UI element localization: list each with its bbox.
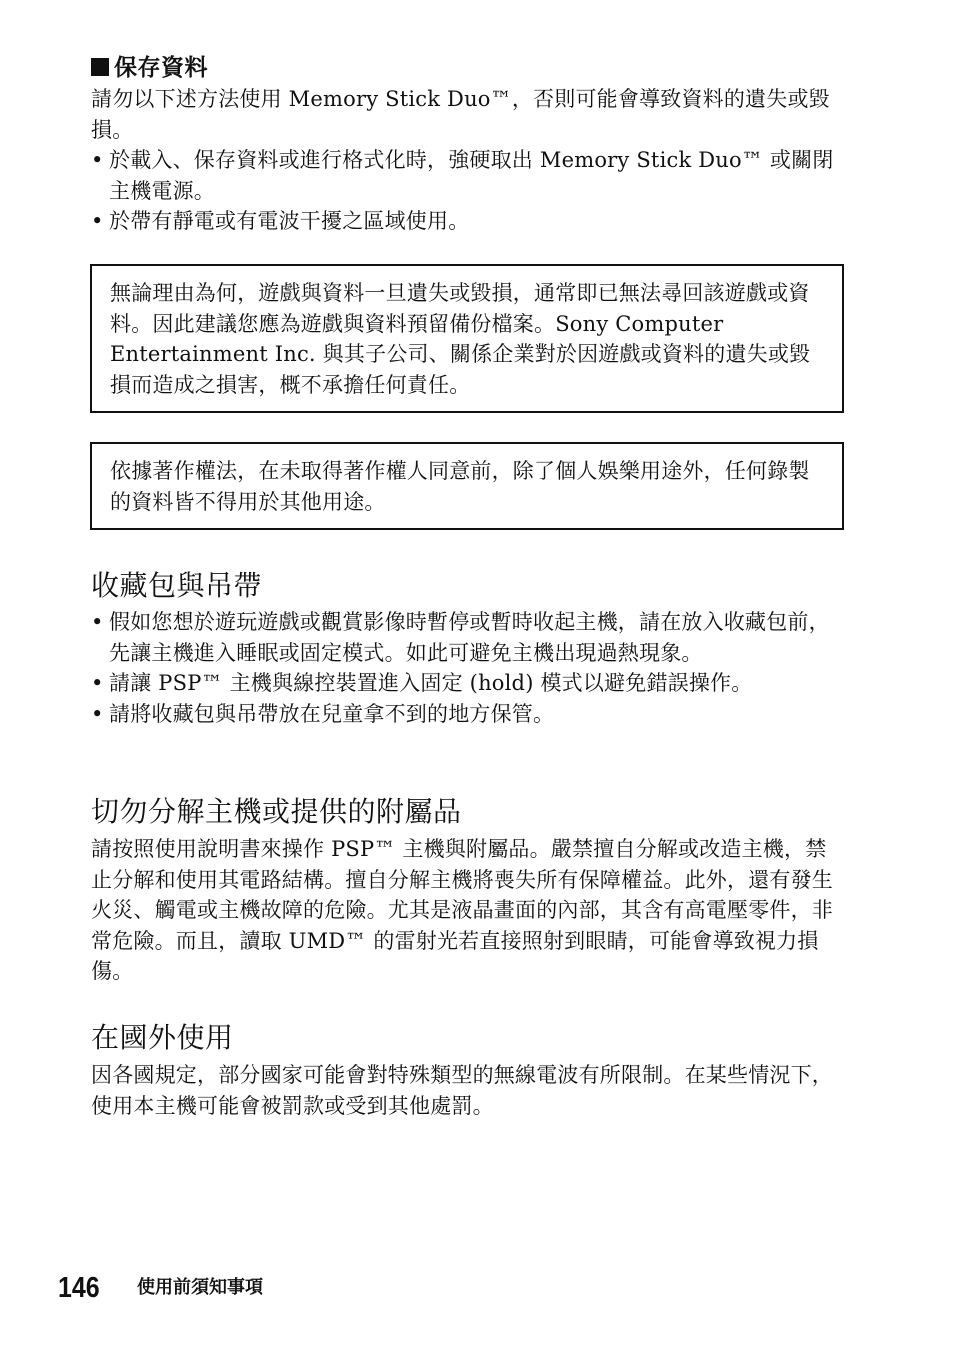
list-item: • 請讓 PSP™ 主機與線控裝置進入固定 (hold) 模式以避免錯誤操作。: [91, 668, 847, 699]
disassembly-text: 請按照使用說明書來操作 PSP™ 主機與附屬品。嚴禁擅自分解或改造主機，禁止分解和使用其電路結構。擅自分解主機將喪失所有保障權益。此外，還有發生火災、觸電或主機故障的危險。尤其是液晶畫面的內部，其含有高電壓零件，非常危險。而且，讀取 UMD™ 的雷射光若直接照射到眼睛，可能會導致視力損傷。: [91, 837, 833, 983]
abroad-text: 因各國規定，部分國家可能會對特殊類型的無線電波有所限制。在某些情況下，使用本主機可能會被罰款或受到其他處罰。: [91, 1063, 833, 1118]
list-item: • 於帶有靜電或有電波干擾之區域使用。: [91, 206, 847, 237]
copyright-notice-box: [90, 442, 844, 530]
list-item: • 於載入、保存資料或進行格式化時，強硬取出 Memory Stick Duo™ 或關閉主機電源。: [91, 145, 847, 206]
save-data-intro: 請勿以下述方法使用 Memory Stick Duo™，否則可能會導致資料的遺失或毀損。: [91, 87, 830, 142]
copyright-notice-text: 依據著作權法，在未取得著作權人同意前，除了個人娛樂用途外，任何錄製的資料皆不得用於其他用途。: [110, 459, 810, 514]
data-loss-notice-text: 無論理由為何，遊戲與資料一旦遺失或毀損，通常即已無法尋回該遊戲或資料。因此建議您應為遊戲與資料預留備份檔案。Sony Computer Entertainment Inc. 與其子公司、關係企業對於因遊戲或資料的遺失或毀損而造成之損害，概不承擔任何責任。: [110, 281, 811, 397]
list-item: • 假如您想於遊玩遊戲或觀賞影像時暫停或暫時收起主機，請在放入收藏包前，先讓主機進入睡眠或固定模式。如此可避免主機出現過熱現象。: [91, 607, 847, 668]
save-data-heading-text: 保存資料: [114, 55, 208, 81]
list-item: • 請將收藏包與吊帶放在兒童拿不到的地方保管。: [91, 699, 847, 730]
case-strap-bullet-list: [91, 607, 847, 729]
case-strap-title: 收藏包與吊帶: [91, 569, 263, 602]
square-bullet-icon: [91, 58, 109, 76]
save-data-heading: [91, 52, 208, 84]
save-data-bullet-list: [91, 145, 847, 237]
disassembly-title: 切勿分解主機或提供的附屬品: [91, 795, 462, 828]
footer-section-label: 使用前須知事項: [137, 1277, 263, 1298]
page-number: 146: [58, 1272, 100, 1304]
data-loss-notice-box: [90, 264, 844, 413]
abroad-title: 在國外使用: [91, 1021, 234, 1054]
